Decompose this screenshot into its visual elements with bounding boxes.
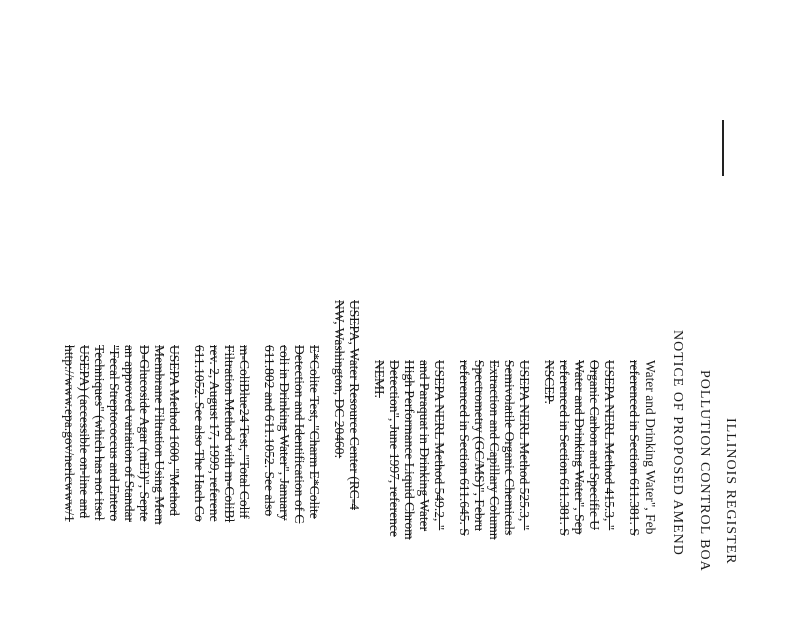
- text-line: E*Colite Test, "Charm E*Colite: [307, 345, 322, 519]
- text-line: USEPA NERL Method 415.3, ": [602, 360, 617, 531]
- text-line: NEMI.: [372, 360, 387, 398]
- text-line: Filtration Method with m-ColiBl: [222, 345, 237, 523]
- text-line: Water and Drinking Water", Feb: [643, 360, 658, 535]
- text-line: Extraction and Capillary Column: [487, 360, 502, 540]
- board-name: POLLUTION CONTROL BOA: [697, 370, 712, 572]
- text-line: referenced in Section 611.381. S: [557, 360, 572, 536]
- text-line: USEPA NERL Method 525.3, ": [517, 360, 532, 531]
- text-line: D-Glucoside Agar (mEI)", Septe: [137, 345, 152, 522]
- text-line: USEPA Method 1600, "Method: [167, 345, 182, 516]
- text-line: Detection and Identification of C: [292, 345, 307, 524]
- text-line: Water and Drinking Water", Sep: [572, 360, 587, 535]
- text-line: Spectrometry (GC/MS)", Febru: [472, 360, 487, 531]
- text-line: Membrane Filtration Using Mem: [152, 345, 167, 525]
- text-line: and Paraquat in Drinking Water: [417, 360, 432, 532]
- notice-heading: NOTICE OF PROPOSED AMEND: [670, 330, 685, 556]
- org-address-line: USEPA, Water Resource Center (RC-4: [347, 300, 362, 511]
- text-line: coli in Drinking Water", January: [277, 345, 292, 521]
- text-line: referenced in Section 611.381. S: [627, 360, 642, 536]
- text-line: m-ColiBlue24 Test, "Total Colif: [237, 345, 252, 519]
- header-rule: [722, 120, 724, 176]
- text-line: NSCEP.: [542, 360, 557, 404]
- text-line: Organic Carbon and Specific U: [587, 360, 602, 530]
- text-line: Techniques" (which has not itsel: [92, 345, 107, 521]
- text-line: rev. 2, August 17, 1999, referenc: [207, 345, 222, 522]
- text-line: 611.802 and 611.1052. See also: [262, 345, 277, 517]
- text-line: 611.1052. See also The Hach Co: [192, 345, 207, 522]
- text-line: http://www.epa.gov/nerlcwww/1: [62, 345, 77, 522]
- text-line: High Performance Liquid Chrom: [402, 360, 417, 540]
- text-line: an approved variation of Standar: [122, 345, 137, 522]
- text-line: "Fecal Streptococcus and Entero: [107, 345, 122, 522]
- text-line: referenced in Section 611.645. S: [457, 360, 472, 536]
- text-line: USEPA) (accessible on-line and: [77, 345, 92, 519]
- org-address-line: NW, Washington, DC 20460:: [332, 300, 347, 459]
- text-line: Semivolatile Organic Chemicals: [502, 360, 517, 536]
- register-title: ILLINOIS REGISTER: [723, 418, 738, 565]
- text-line: Detection", June 1997, reference: [387, 360, 402, 537]
- text-line: USEPA NERL Method 549.2, ": [432, 360, 447, 531]
